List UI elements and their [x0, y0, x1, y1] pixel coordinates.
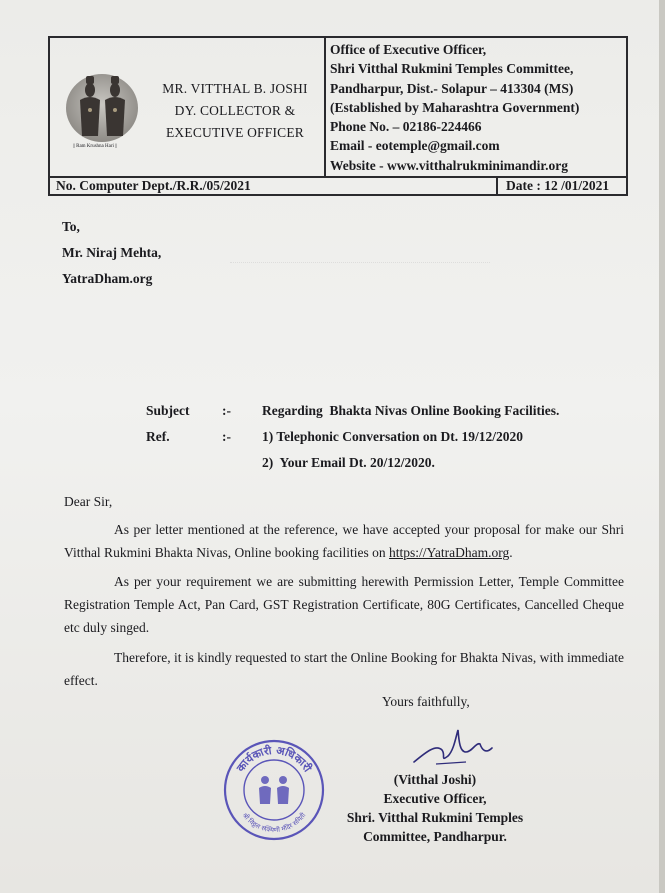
office-line: Office of Executive Officer,	[330, 42, 487, 57]
subject-labels	[146, 398, 190, 450]
office-line: Shri Vitthal Rukmini Temples Committee,	[330, 61, 574, 77]
svg-text:कार्यकारी अधिकारी	[234, 743, 316, 775]
closing-phrase: Yours faithfully,	[382, 694, 470, 709]
subject-separators	[222, 398, 231, 450]
page-edge-shadow	[659, 0, 665, 893]
letter-date: Date : 12 /01/2021	[506, 178, 610, 193]
recipient-to: To,	[62, 219, 80, 234]
ref-item: 1) Telephonic Conversation on Dt. 19/12/2020	[262, 429, 524, 444]
seal-top-text: कार्यकारी अधिकारी	[234, 743, 314, 775]
signatory-title: Executive Officer,	[383, 791, 487, 806]
letterhead-divider	[324, 38, 326, 176]
svg-text:श्री विठ्ठल रुक्मिणी मंदिर समि	[241, 811, 308, 834]
office-website: Website - www.vitthalrukminimandir.org	[330, 157, 569, 173]
paragraph-text: .	[509, 545, 513, 560]
bleed-through-text	[230, 262, 490, 413]
signatory-block	[330, 770, 540, 846]
body-paragraph	[64, 518, 624, 564]
handwritten-signature	[396, 722, 506, 770]
reference-number: No. Computer Dept./R.R./05/2021	[56, 178, 251, 193]
officer-designation: EXECUTIVE OFFICER	[165, 125, 305, 140]
signatory-org: Committee, Pandharpur.	[363, 829, 507, 844]
ref-item: 2) Your Email Dt. 20/12/2020.	[262, 455, 435, 470]
office-line: Pandharpur, Dist.- Solapur – 413304 (MS)	[330, 80, 574, 96]
ref-label: Ref.	[146, 429, 170, 444]
subject-separator: :-	[222, 403, 231, 418]
officer-designation: DY. COLLECTOR &	[174, 103, 296, 118]
salutation: Dear Sir,	[64, 494, 113, 509]
signatory-name: (Vitthal Joshi)	[393, 772, 477, 787]
paragraph-text: Therefore, it is kindly requested to start the Online Booking for Bhakta Nivas, with immediate effect.	[64, 650, 624, 688]
letterhead-table	[48, 36, 628, 196]
office-address	[330, 40, 626, 175]
seal-bottom-text: श्री विठ्ठल रुक्मिणी मंदिर समिती	[240, 811, 308, 835]
ref-separator: :-	[222, 429, 231, 444]
signatory-org: Shri. Vitthal Rukmini Temples	[346, 810, 524, 825]
officer-name: MR. VITTHAL B. JOSHI	[162, 81, 308, 96]
paragraph-text: As per your requirement we are submitting herewith Permission Letter, Temple Committee Registration Temple Act, Pan Card, GST Registration Certificate, 80G Certificates, Cancelled Cheque etc duly singed.	[64, 574, 624, 635]
paragraph-text: As per letter mentioned at the reference, we have accepted your proposal for make our Shri Vitthal Rukmini Bhakta Nivas, Online booking facilities on	[64, 522, 624, 560]
body-paragraph	[64, 570, 624, 639]
letterhead-divider	[496, 176, 498, 196]
yatradham-link[interactable]: https://YatraDham.org	[389, 545, 510, 560]
office-email: Email - eotemple@gmail.com	[330, 138, 500, 154]
official-seal	[222, 738, 326, 842]
office-phone: Phone No. – 02186-224466	[330, 119, 482, 135]
recipient-block	[62, 214, 161, 292]
subject-text: Regarding Bhakta Nivas Online Booking Facilities.	[262, 403, 560, 418]
subject-values	[262, 398, 559, 476]
subject-label: Subject	[146, 403, 190, 418]
body-paragraph	[64, 646, 624, 692]
officer-title	[146, 78, 324, 144]
recipient-name: Mr. Niraj Mehta,	[62, 245, 162, 260]
temple-deity-logo	[64, 60, 140, 156]
logo-caption: || Ram Krushna Hari ||	[72, 144, 118, 149]
recipient-org: YatraDham.org	[62, 271, 153, 286]
office-line: (Established by Maharashtra Government)	[330, 99, 580, 115]
